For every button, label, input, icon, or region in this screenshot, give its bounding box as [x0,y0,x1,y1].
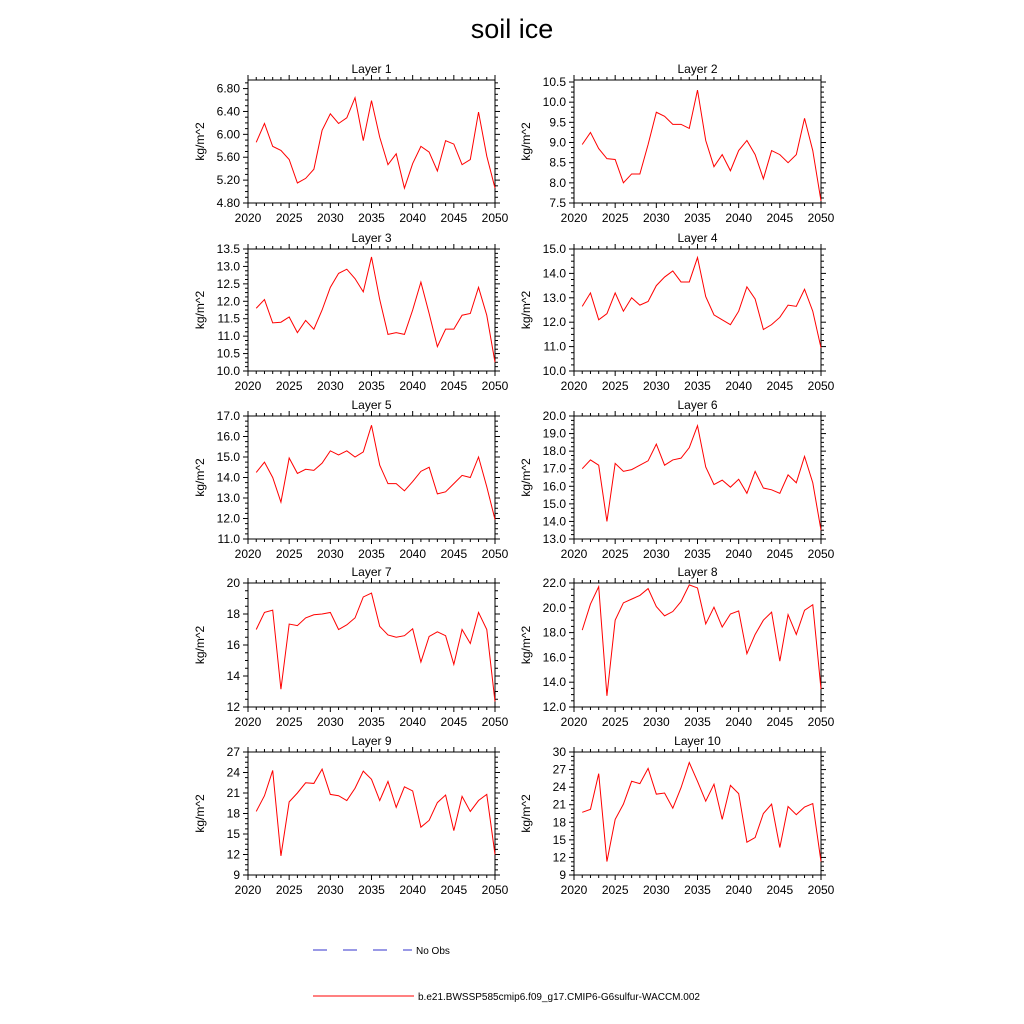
y-tick-label: 15.0 [216,450,240,464]
x-tick-label: 2040 [399,547,427,561]
x-tick-label: 2030 [642,715,670,729]
y-axis-label: kg/m^2 [519,625,533,665]
y-tick-label: 16.0 [542,650,566,665]
y-tick-label: 8.5 [549,155,566,170]
x-tick-label: 2025 [601,379,629,393]
series-line [256,98,495,188]
y-axis-label: kg/m^2 [193,290,207,330]
plot-frame [248,249,495,371]
x-tick-label: 2045 [766,715,794,729]
x-tick-label: 2030 [642,211,670,225]
y-tick-label: 10.0 [542,95,566,110]
x-tick-label: 2025 [275,715,303,729]
plot-frame [574,416,821,539]
x-tick-label: 2045 [766,379,794,393]
chart-title: Layer 2 [677,62,718,76]
x-tick-label: 2040 [399,883,427,897]
y-axis-label: kg/m^2 [519,122,533,161]
y-tick-label: 14.0 [216,470,240,485]
x-tick-label: 2020 [560,379,588,393]
x-tick-label: 2050 [481,883,509,897]
x-tick-label: 2040 [725,379,753,393]
y-axis-label: kg/m^2 [519,290,533,330]
x-tick-label: 2035 [684,211,711,225]
x-tick-label: 2030 [316,379,344,393]
y-tick-label: 14.0 [542,675,566,690]
y-tick-label: 9.5 [549,115,566,130]
x-tick-label: 2045 [440,883,468,897]
y-tick-label: 15.0 [542,242,566,256]
chart-title: Layer 4 [677,231,718,245]
x-tick-label: 2040 [725,211,753,225]
x-tick-label: 2035 [358,547,385,561]
y-axis-label: kg/m^2 [193,794,207,833]
y-tick-label: 18 [552,815,566,830]
x-tick-label: 2040 [399,211,427,225]
legend-model-label: b.e21.BWSSP585cmip6.f09_g17.CMIP6-G6sulfur-WACCM.002 [418,992,700,1003]
y-tick-label: 13.5 [216,242,240,256]
x-tick-label: 2030 [316,547,344,561]
x-tick-label: 2025 [601,547,629,561]
x-tick-label: 2040 [399,715,427,729]
x-tick-label: 2045 [766,547,794,561]
x-tick-label: 2045 [440,715,468,729]
series-line [256,257,495,362]
y-axis-label: kg/m^2 [193,458,207,497]
y-tick-label: 24 [226,765,240,780]
y-tick-label: 19.0 [542,426,566,441]
chart-panel-8 [519,565,835,729]
x-tick-label: 2035 [358,211,385,225]
series-line [582,426,821,531]
y-tick-label: 21 [552,797,566,812]
y-tick-label: 6.00 [216,127,240,142]
y-tick-label: 17.0 [542,461,566,476]
y-tick-label: 27 [552,762,566,777]
legend [313,946,700,1003]
y-tick-label: 18.0 [542,444,566,459]
x-tick-label: 2050 [807,883,835,897]
y-tick-label: 27 [226,745,240,759]
series-line [256,425,495,519]
y-tick-label: 10.0 [542,364,566,378]
x-tick-label: 2035 [684,715,711,729]
x-tick-label: 2035 [358,379,385,393]
x-tick-label: 2020 [234,547,262,561]
y-tick-label: 9 [559,868,566,882]
x-tick-label: 2050 [807,211,835,225]
y-tick-label: 5.20 [216,173,240,188]
plot-frame [574,80,821,203]
y-tick-label: 12 [226,700,240,714]
chart-panel-1 [193,62,509,225]
x-tick-label: 2035 [684,379,711,393]
plot-frame [574,583,821,707]
x-tick-label: 2040 [725,547,753,561]
y-tick-label: 13.0 [542,532,566,546]
y-tick-label: 13.0 [216,491,240,505]
x-tick-label: 2030 [642,379,670,393]
y-tick-label: 13.0 [542,290,566,305]
y-tick-label: 20.0 [542,409,566,423]
chart-panel-5 [193,398,509,561]
series-line [582,90,821,201]
chart-title: Layer 8 [677,565,718,579]
y-tick-label: 17.0 [216,409,240,423]
series-line [582,763,821,862]
y-tick-label: 12 [226,847,240,862]
x-tick-label: 2035 [684,883,711,897]
x-tick-label: 2025 [275,547,303,561]
plot-frame [574,249,821,371]
x-tick-label: 2040 [399,379,427,393]
y-tick-label: 14 [226,669,240,683]
x-tick-label: 2045 [766,883,794,897]
y-tick-label: 12.0 [216,511,240,526]
x-tick-label: 2050 [807,547,835,561]
x-tick-label: 2040 [725,883,753,897]
chart-panel-3 [193,231,509,393]
y-tick-label: 18.0 [542,625,566,640]
page-title: soil ice [470,14,554,44]
series-line [582,585,821,696]
y-tick-label: 24 [552,780,566,795]
x-tick-label: 2040 [725,715,753,729]
y-tick-label: 20 [226,576,240,590]
chart-panel-2 [519,62,835,225]
x-tick-label: 2025 [275,883,303,897]
chart-panel-4 [519,231,835,393]
y-tick-label: 4.80 [216,196,240,210]
x-tick-label: 2020 [560,211,588,225]
y-tick-label: 12.5 [216,276,240,291]
y-tick-label: 11.0 [217,329,240,344]
series-line [256,769,495,856]
x-tick-label: 2025 [275,211,303,225]
plot-frame [248,80,495,203]
y-tick-label: 13.0 [216,259,240,274]
x-tick-label: 2050 [481,715,509,729]
x-tick-label: 2030 [642,547,670,561]
chart-title: Layer 9 [351,734,392,748]
y-tick-label: 11.0 [217,532,240,546]
y-tick-label: 6.80 [216,81,240,96]
chart-panel-6 [519,398,835,561]
y-tick-label: 12.0 [542,700,566,714]
x-tick-label: 2030 [316,211,344,225]
y-tick-label: 20.0 [542,600,566,615]
y-tick-label: 7.5 [549,196,566,210]
chart-title: Layer 5 [351,398,392,412]
y-tick-label: 21 [226,786,240,800]
y-tick-label: 9 [233,868,240,882]
x-tick-label: 2020 [560,883,588,897]
x-tick-label: 2050 [807,715,835,729]
y-tick-label: 10.0 [216,364,240,378]
y-tick-label: 15.0 [542,496,566,511]
chart-panel-10 [519,734,835,897]
x-tick-label: 2035 [358,883,385,897]
y-tick-label: 8.0 [549,175,566,190]
y-tick-label: 14.0 [542,514,566,529]
x-tick-label: 2020 [560,715,588,729]
x-tick-label: 2045 [440,379,468,393]
y-tick-label: 16.0 [216,429,240,444]
x-tick-label: 2025 [601,211,629,225]
y-tick-label: 10.5 [216,346,240,361]
x-tick-label: 2050 [481,547,509,561]
x-tick-label: 2025 [275,379,303,393]
x-tick-label: 2025 [601,715,629,729]
chart-title: Layer 10 [674,734,721,748]
y-axis-label: kg/m^2 [193,625,207,665]
x-tick-label: 2050 [481,379,509,393]
x-tick-label: 2030 [642,883,670,897]
y-tick-label: 9.0 [549,135,566,150]
x-tick-label: 2050 [481,211,509,225]
y-tick-label: 15 [552,832,566,847]
x-tick-label: 2035 [358,715,385,729]
x-tick-label: 2020 [234,883,262,897]
legend-no-obs-label: No Obs [416,946,450,957]
x-tick-label: 2045 [766,211,794,225]
y-tick-label: 14.0 [542,266,566,281]
chart-panel-7 [193,565,509,729]
y-tick-label: 16 [226,638,240,652]
x-tick-label: 2020 [560,547,588,561]
x-tick-label: 2035 [684,547,711,561]
series-line [582,258,821,348]
y-tick-label: 5.60 [216,150,240,165]
y-tick-label: 6.40 [216,104,240,119]
x-tick-label: 2030 [316,715,344,729]
x-tick-label: 2020 [234,715,262,729]
y-tick-label: 11.0 [543,339,566,354]
x-tick-label: 2020 [234,379,262,393]
y-axis-label: kg/m^2 [193,122,207,161]
y-tick-label: 12.0 [216,294,240,309]
y-tick-label: 18 [226,806,240,821]
series-line [256,593,495,702]
y-tick-label: 10.5 [542,75,566,90]
y-tick-label: 15 [226,827,240,841]
x-tick-label: 2045 [440,547,468,561]
y-tick-label: 30 [552,745,566,759]
y-tick-label: 18 [226,607,240,621]
x-tick-label: 2045 [440,211,468,225]
y-axis-label: kg/m^2 [519,458,533,497]
chart-title: Layer 1 [351,62,392,76]
chart-title: Layer 7 [351,565,392,579]
y-axis-label: kg/m^2 [519,794,533,833]
chart-title: Layer 3 [351,231,392,245]
y-tick-label: 22.0 [542,576,566,590]
x-tick-label: 2025 [601,883,629,897]
y-tick-label: 12 [552,850,566,865]
y-tick-label: 11.5 [217,311,240,326]
plot-frame [574,752,821,875]
x-tick-label: 2050 [807,379,835,393]
y-tick-label: 16.0 [542,479,566,494]
x-tick-label: 2030 [316,883,344,897]
y-tick-label: 12.0 [542,315,566,330]
x-tick-label: 2020 [234,211,262,225]
chart-panel-9 [193,734,509,897]
chart-title: Layer 6 [677,398,718,412]
